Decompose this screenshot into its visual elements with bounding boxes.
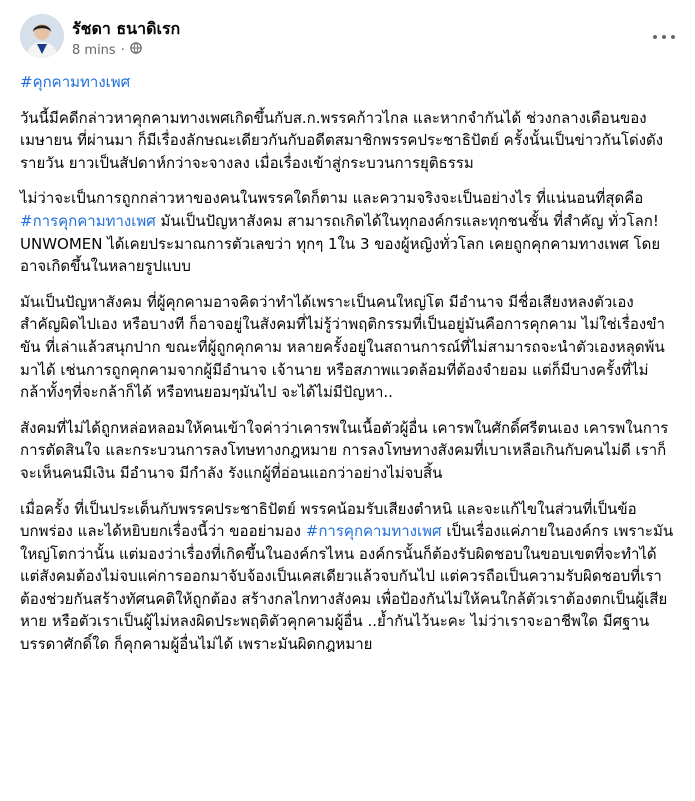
post-paragraph [20, 107, 675, 175]
post-body [20, 71, 675, 669]
hashtag-link[interactable]: #การคุกคามทางเพศ [20, 211, 156, 230]
paragraph-text: มันเป็นปัญหาสังคม ที่ผู้คุกคามอาจคิดว่าทำได้เพราะเป็นคนใหญ่โต มีอำนาจ มีชื่อเสียงหลงตัวเอง สำคัญผิดไปเอง หรือบางที ก็อาจอยู่ในสังคมที่ไม่รู้ว่าพฤติกรรมที่เป็นอยู่มันคือการคุกคาม ไม่ใช่เรื่องขำขัน ที่เล่าแล้วสนุกปาก ขณะที่ผู้ถูกคุกคาม หลายครั้งอยู่ในสถานการณ์ที่ไม่สามารถจะนำตัวเองหลุดพ้นมาได้ เช่นการถูกคุกคามจากผู้มีอำนาจ เจ้านาย หรือสภาพแวดล้อมที่ต้องจำยอม แต่ก็มีบางครั้งที่ไม่กล้าทั้งๆที่จะกล้าก็ได้ หรือทนยอมๆมันไป จะได้ไม่มีปัญหา.. [20, 292, 665, 402]
post-meta [72, 42, 142, 59]
paragraph-text: สังคมที่ไม่ได้ถูกหล่อหลอมให้คนเข้าใจค่าว่าเคารพในเนื้อตัวผู้อื่น เคารพในศักดิ์ศรีตนเอง เคารพในการการตัดสินใจ และกระบวนการลงโทษทางกฎหมาย การลงโทษทางสังคมที่เบาเหลือเกินกับคนไม่ดี เราก็จะเห็นคนมีเงิน มีอำนาจ มีกำลัง รังแกผู้ที่อ่อนแอกว่าอย่างไม่จบสิ้น [20, 418, 669, 482]
post-paragraph [20, 291, 675, 404]
hashtag-link[interactable]: #คุกคามทางเพศ [20, 73, 131, 91]
post-paragraph [20, 498, 675, 656]
author-name[interactable]: รัชดา ธนาดิเรก [72, 19, 181, 38]
public-globe-icon [130, 42, 142, 59]
paragraph-text: ไม่ว่าจะเป็นการถูกกล่าวหาของคนในพรรคใดก็ตาม และความจริงจะเป็นอย่างไร ที่แน่นอนที่สุดคือ [20, 189, 644, 208]
post-header [20, 14, 675, 66]
post-hashtag-line [20, 71, 675, 94]
paragraph-text: เป็นเรื่องแค่ภายในองค์กร เพราะมันใหญ่โตกว่านั้น แต่มองว่าเรื่องที่เกิดขึ้นในองค์กรไหน องค์กรนั้นก็ต้องรับผิดชอบในขอบเขตที่จะทำได้ แต่สังคมต้องไม่จบแค่การออกมาจับจ้องเป็นเคสเดียวแล้วจบกันไป แต่ควรถือเป็นความรับผิดชอบที่เราต้องช่วยกันสร้างทัศนคติให้ถูกต้อง สร้างกลไกทางสังคม เพื่อป้องกันไม่ให้คนใกล้ตัวเราต้องตกเป็นผู้เสียหาย หรือตัวเราเป็นผู้ไม่หลงผิดประพฤติตัวคุกคามผู้อื่น ..ย้ำกันไว้นะคะ ไม่ว่าเราจะอาชีพใด มีศฐานบรรดาศักดิ์ใด ก็คุกคามผู้อื่นไม่ได้ เพราะมันผิดกฎหมาย [20, 522, 674, 654]
paragraph-text: มันเป็นปัญหาสังคม สามารถเกิดได้ในทุกองค์กรและทุกชนชั้น ที่สำคัญ ทั่วโลก! UNWOMEN ได้เคยประมาณการตัวเลขว่า ทุกๆ 1ใน 3 ของผู้หญิงทั่วโลก เคยถูกคุกคามทางเพศ โดยอาจเกิดขึ้นในหลายรูปแบบ [20, 211, 661, 276]
paragraph-text: เมื่อครั้ง ที่เป็นประเด็นกับพรรคประชาธิปัตย์ พรรคน้อมรับเสียงตำหนิ และจะแก้ไขในส่วนที่เป็นข้อบกพร่อง และได้หยิบยกเรื่องนี้ว่า ขออย่ามอง [20, 499, 637, 541]
paragraph-text: วันนี้มีคดีกล่าวหาคุกคามทางเพศเกิดขึ้นกับส.ก.พรรคก้าวไกล และหากจำกันได้ ช่วงกลางเดือนของเมษายน ที่ผ่านมา ก็มีเรื่องลักษณะเดียวกันกับอดีตสมาชิกพรรคประชาธิปัตย์ ครั้งนั้นเป็นข่าวกันโด่งดังรายวัน ยาวเป็นสัปดาห์กว่าจะจางลง เมื่อเรื่องเข้าสู่กระบวนการยุติธรรม [20, 108, 664, 172]
post-paragraphs [20, 107, 675, 656]
more-options-icon[interactable] [653, 28, 675, 46]
meta-separator: · [120, 42, 125, 58]
post-paragraph [20, 187, 675, 277]
post-timestamp[interactable]: 8 mins [72, 42, 116, 58]
avatar[interactable] [20, 14, 64, 58]
post-paragraph [20, 417, 675, 485]
hashtag-link[interactable]: #การคุกคามทางเพศ [305, 522, 442, 541]
